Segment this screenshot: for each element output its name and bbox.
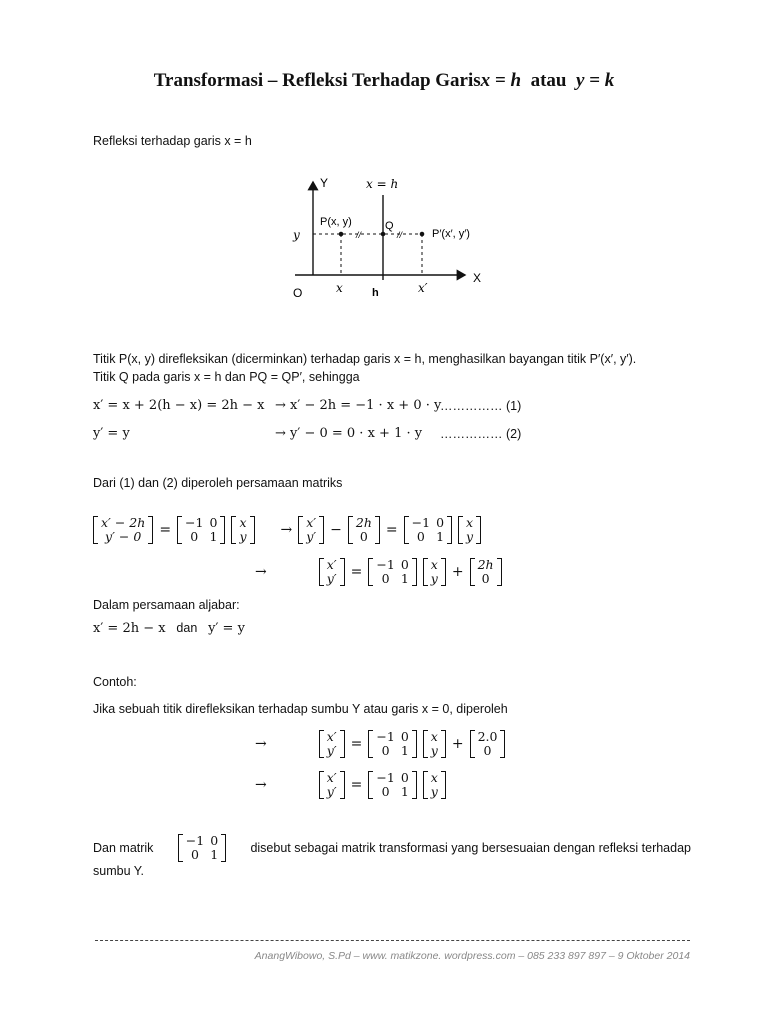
equals-sign: =: [385, 522, 398, 538]
arrow: →: [255, 736, 267, 752]
algebra-equation: [93, 620, 245, 636]
origin-label: O: [293, 286, 303, 300]
closing-pre: Dan matrik: [93, 841, 154, 855]
matrix-equation-row-1: [93, 516, 481, 544]
equals-sign: =: [159, 522, 172, 538]
vec-xprime: x′: [326, 770, 337, 785]
reflection-matrix: [177, 516, 225, 544]
xy-vector: [423, 558, 446, 586]
tick-mark-2: //: [397, 230, 403, 240]
m22: 1: [210, 847, 219, 862]
x-value-label: x: [336, 281, 343, 295]
contoh-matrix-row-1: [255, 730, 505, 758]
m21: 0: [381, 784, 390, 799]
vec-xprime: x′: [326, 729, 337, 744]
section-heading: Refleksi terhadap garis x = h: [93, 134, 252, 148]
tick-mark-1: //: [356, 230, 362, 240]
m11: −1: [376, 729, 395, 744]
paragraph-line-2: Titik Q pada garis x = h dan PQ = QP′, sehingga: [93, 370, 360, 384]
m11: −1: [376, 770, 395, 785]
xprime-vector: [319, 771, 345, 799]
closing-reflection-matrix: [178, 834, 226, 862]
y-axis-label: Y: [320, 176, 329, 190]
equals-sign: =: [350, 736, 363, 752]
algebra-left: x′ = 2h − x: [93, 621, 166, 636]
pprime-label: P′(x′, y′): [432, 228, 470, 240]
point-q: [381, 232, 386, 237]
title-eq2: y = k: [575, 70, 615, 91]
q-label: Q: [385, 220, 394, 232]
m12: 0: [209, 515, 218, 530]
algebra-dan: dan: [176, 621, 198, 635]
vec-0: 0: [481, 571, 490, 586]
contoh-text: Jika sebuah titik direfleksikan terhadap sumbu Y atau garis x = 0, diperoleh: [93, 702, 508, 716]
m11: −1: [185, 833, 205, 848]
translation-vector: [348, 516, 380, 544]
algebra-heading: Dalam persamaan aljabar:: [93, 598, 240, 612]
m11: −1: [411, 515, 431, 530]
m21: 0: [416, 529, 425, 544]
equation-2-right: → y′ − 0 = 0 · x + 1 · y: [275, 426, 423, 441]
title-eq1: x = h: [480, 70, 522, 91]
m12: 0: [436, 515, 445, 530]
arrow: →: [255, 564, 267, 580]
vec-yprime: y′: [326, 571, 337, 586]
equation-2-tag: …………… (2): [440, 427, 522, 441]
equation-1-right: → x′ − 2h = −1 · x + 0 · y: [275, 398, 442, 413]
translation-vector: [470, 558, 502, 586]
vec-xprime: x′: [326, 557, 337, 572]
xprime-vector: [298, 516, 324, 544]
vec-0: 0: [359, 529, 368, 544]
vec-y: y: [466, 529, 474, 544]
equals-sign: =: [350, 564, 363, 580]
m22: 1: [400, 743, 409, 758]
m22: 1: [436, 529, 445, 544]
reflection-matrix: [404, 516, 452, 544]
vec-y: y: [430, 743, 438, 758]
vec-x: x: [430, 557, 438, 572]
minus-sign: −: [330, 522, 342, 538]
m12: 0: [210, 833, 219, 848]
vec-yprime: y′: [306, 529, 317, 544]
xy-vector: [458, 516, 481, 544]
algebra-right: y′ = y: [208, 621, 245, 636]
contoh-heading: Contoh:: [93, 675, 137, 689]
vec-y: y: [430, 571, 438, 586]
m12: 0: [400, 729, 409, 744]
line-label: x = h: [366, 177, 399, 191]
h-label: h: [372, 287, 379, 299]
closing-line-1: [93, 834, 691, 862]
equation-2-left: y′ = y: [93, 426, 130, 441]
m22: 1: [400, 784, 409, 799]
vec-x: x: [239, 515, 247, 530]
m12: 0: [400, 770, 409, 785]
m22: 1: [400, 571, 409, 586]
page-title: [0, 70, 768, 92]
vec-yprime: y′: [326, 784, 337, 799]
xprime-vector: [319, 730, 345, 758]
vec-x: x: [466, 515, 474, 530]
equals-sign: =: [350, 777, 363, 793]
equation-1-left: x′ = x + 2(h − x) = 2h − x: [93, 398, 265, 413]
vec-2h: 2h: [355, 515, 372, 530]
title-atau: atau: [530, 70, 567, 91]
reflection-matrix: [368, 771, 416, 799]
translation-vector-zero: [470, 730, 506, 758]
matrix-intro: Dari (1) dan (2) diperoleh persamaan matriks: [93, 476, 343, 490]
m21: 0: [190, 847, 199, 862]
reflection-matrix: [368, 558, 416, 586]
m11: −1: [376, 557, 395, 572]
p-label: P(x, y): [320, 216, 352, 228]
m21: 0: [381, 743, 390, 758]
x-axis-label: X: [473, 271, 482, 285]
vec-2h: 2h: [477, 557, 494, 572]
matrix-lhs: [93, 516, 153, 544]
vec-y: y: [239, 529, 247, 544]
reflection-diagram: [280, 170, 500, 305]
matrix-equation-row-2: [255, 558, 502, 586]
xy-vector: [231, 516, 254, 544]
arrow: →: [255, 777, 267, 793]
vec-x: x: [430, 770, 438, 785]
m21: 0: [381, 571, 390, 586]
vec-xprime: x′: [306, 515, 317, 530]
closing-line-2: sumbu Y.: [93, 864, 144, 878]
point-pprime: [420, 232, 425, 237]
xprime-label: x′: [418, 281, 428, 295]
xy-vector: [423, 730, 446, 758]
footer-credit: AnangWibowo, S.Pd – www. matikzone. wordpress.com – 085 233 897 897 – 9 Oktober 2014: [254, 950, 690, 962]
m11: −1: [185, 515, 204, 530]
vec-yprime: y′: [326, 743, 337, 758]
closing-post: disebut sebagai matrik transformasi yang bersesuaian dengan refleksi terhadap: [250, 841, 691, 855]
lhs-top: x′ − 2h: [101, 515, 146, 530]
paragraph-line-1: Titik P(x, y) direfleksikan (dicerminkan) terhadap garis x = h, menghasilkan bayangan titik P′(x′, y′).: [93, 352, 637, 366]
xprime-vector: [319, 558, 345, 586]
m22: 1: [209, 529, 218, 544]
footer-divider: [95, 940, 690, 941]
contoh-matrix-row-2: [255, 771, 446, 799]
lhs-bottom: y′ − 0: [105, 529, 142, 544]
xy-vector: [423, 771, 446, 799]
title-text: Transformasi – Refleksi Terhadap Garis: [153, 70, 481, 91]
reflection-matrix: [368, 730, 416, 758]
vec-x: x: [430, 729, 438, 744]
arrow: →: [280, 522, 293, 538]
m12: 0: [400, 557, 409, 572]
plus-sign: +: [451, 564, 464, 580]
m21: 0: [190, 529, 199, 544]
vec-0: 0: [483, 743, 492, 758]
point-p: [339, 232, 344, 237]
y-value-label: y: [293, 228, 300, 242]
equation-1-tag: …………… (1): [440, 399, 522, 413]
plus-sign: +: [451, 736, 464, 752]
vec-2-0: 2.0: [477, 729, 498, 744]
vec-y: y: [430, 784, 438, 799]
